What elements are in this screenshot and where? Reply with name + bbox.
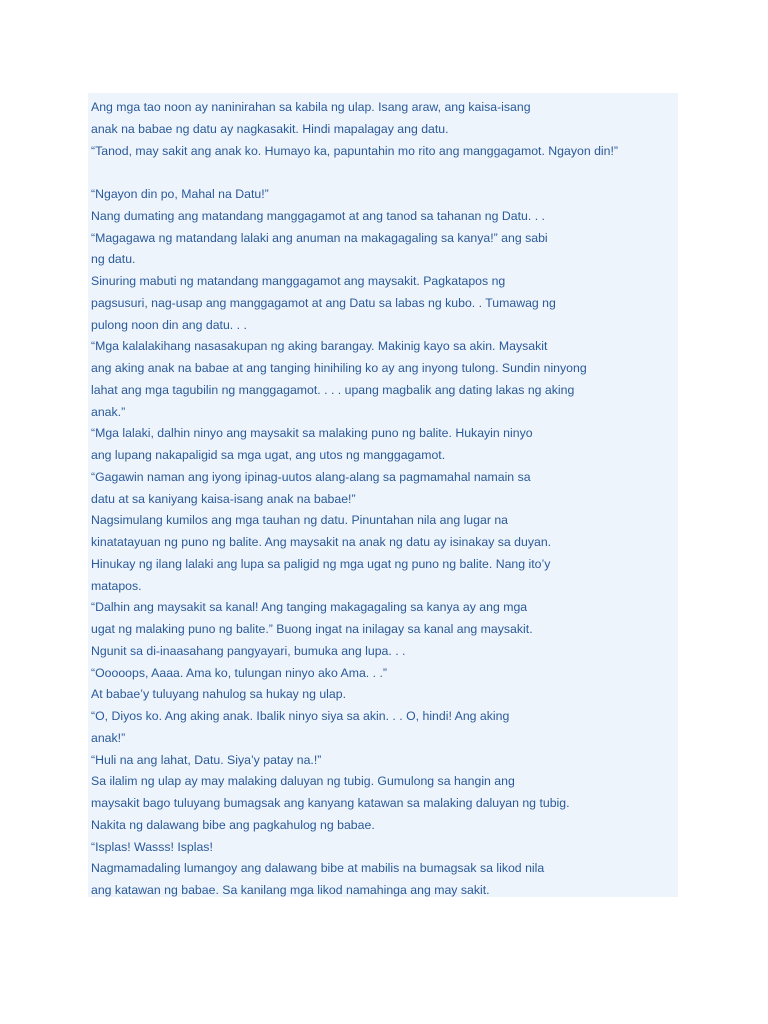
text-line: “Ooooops, Aaaa. Ama ko, tulungan ninyo ako Ama. . .” (91, 665, 387, 680)
text-line: anak!” (91, 730, 126, 745)
text-line: pulong noon din ang datu. . . (91, 317, 247, 332)
text-line: “Isplas! Wasss! Isplas! (91, 839, 213, 854)
text-line: Nang dumating ang matandang manggagamot at ang tanod sa tahanan ng Datu. . . (91, 208, 545, 223)
text-line: “O, Diyos ko. Ang aking anak. Ibalik ninyo siya sa akin. . . O, hindi! Ang aking (91, 709, 510, 723)
text-line: anak na babae ng datu ay nagkasakit. Hindi mapalagay ang datu. (91, 121, 449, 136)
text-line: Hinukay ng ilang lalaki ang lupa sa paligid ng mga ugat ng puno ng balite. Nang ito’y (91, 556, 551, 571)
text-line: ang katawan ng babae. Sa kanilang mga likod namahinga ang may sakit. (91, 883, 490, 897)
text-line: matapos. (91, 578, 142, 593)
text-line: ang aking anak na babae at ang tanging hinihiling ko ay ang inyong tulong. Sundin ninyong (91, 361, 587, 375)
text-line: Sa ilalim ng ulap ay may malaking daluyan ng tubig. Gumulong sa hangin ang (91, 774, 515, 789)
text-line: Nagmamadaling lumangoy ang dalawang bibe at mabilis na bumagsak sa likod nila (91, 861, 545, 876)
text-line: Ang mga tao noon ay naninirahan sa kabila ng ulap. Isang araw, ang kaisa-isang (91, 100, 531, 114)
text-line: At babae’y tuluyang nahulog sa hukay ng ulap. (91, 687, 347, 702)
text-line: Nagsimulang kumilos ang mga tauhan ng datu. Pinuntahan nila ang lugar na (91, 513, 509, 528)
text-line: “Gagawin naman ang iyong ipinag-uutos alang-alang sa pagmamahal namain sa (91, 469, 531, 484)
text-line: “Mga kalalakihang nasasakupan ng aking barangay. Makinig kayo sa akin. Maysakit (91, 339, 548, 354)
text-line: “Dalhin ang maysakit sa kanal! Ang tanging makagagaling sa kanya ay ang mga (91, 600, 528, 615)
text-line: anak.” (91, 404, 126, 419)
text-line: datu at sa kaniyang kaisa-isang anak na babae!” (91, 491, 356, 506)
text-line: “Mga lalaki, dalhin ninyo ang maysakit sa malaking puno ng balite. Hukayin ninyo (91, 426, 533, 441)
text-line: “Magagawa ng matandang lalaki ang anuman na makagagaling sa kanya!” ang sabi (91, 230, 548, 245)
text-line: “Huli na ang lahat, Datu. Siya’y patay na.!” (91, 752, 322, 767)
text-line: “Ngayon din po, Mahal na Datu!” (91, 187, 269, 201)
text-line: ugat ng malaking puno ng balite.” Buong ingat na inilagay sa kanal ang maysakit. (91, 622, 533, 636)
text-line: Nakita ng dalawang bibe ang pagkahulog ng babae. (91, 817, 375, 832)
blank-line (91, 162, 678, 184)
text-line: lahat ang mga tagubilin ng manggagamot. . . . upang magbalik ang dating lakas ng aking (91, 382, 575, 397)
text-line: pagsusuri, nag-usap ang manggagamot at ang Datu sa labas ng kubo. . Tumawag ng (91, 295, 556, 310)
text-line: Ngunit sa di-inaasahang pangyayari, bumuka ang lupa. . . (91, 643, 406, 658)
text-line: maysakit bago tuluyang bumagsak ang kanyang katawan sa malaking daluyan ng tubig. (91, 796, 570, 810)
text-line: “Tanod, may sakit ang anak ko. Humayo ka, papuntahin mo rito ang manggagamot. Ngayon din!” (91, 143, 619, 158)
text-line: kinatatayuan ng puno ng balite. Ang maysakit na anak ng datu ay isinakay sa duyan. (91, 535, 552, 549)
text-line: Sinuring mabuti ng matandang manggagamot ang maysakit. Pagkatapos ng (91, 274, 506, 288)
text-line: ng datu. (91, 252, 136, 267)
text-line: ang lupang nakapaligid sa mga ugat, ang utos ng manggagamot. (91, 448, 446, 462)
story-text-block (88, 93, 678, 897)
